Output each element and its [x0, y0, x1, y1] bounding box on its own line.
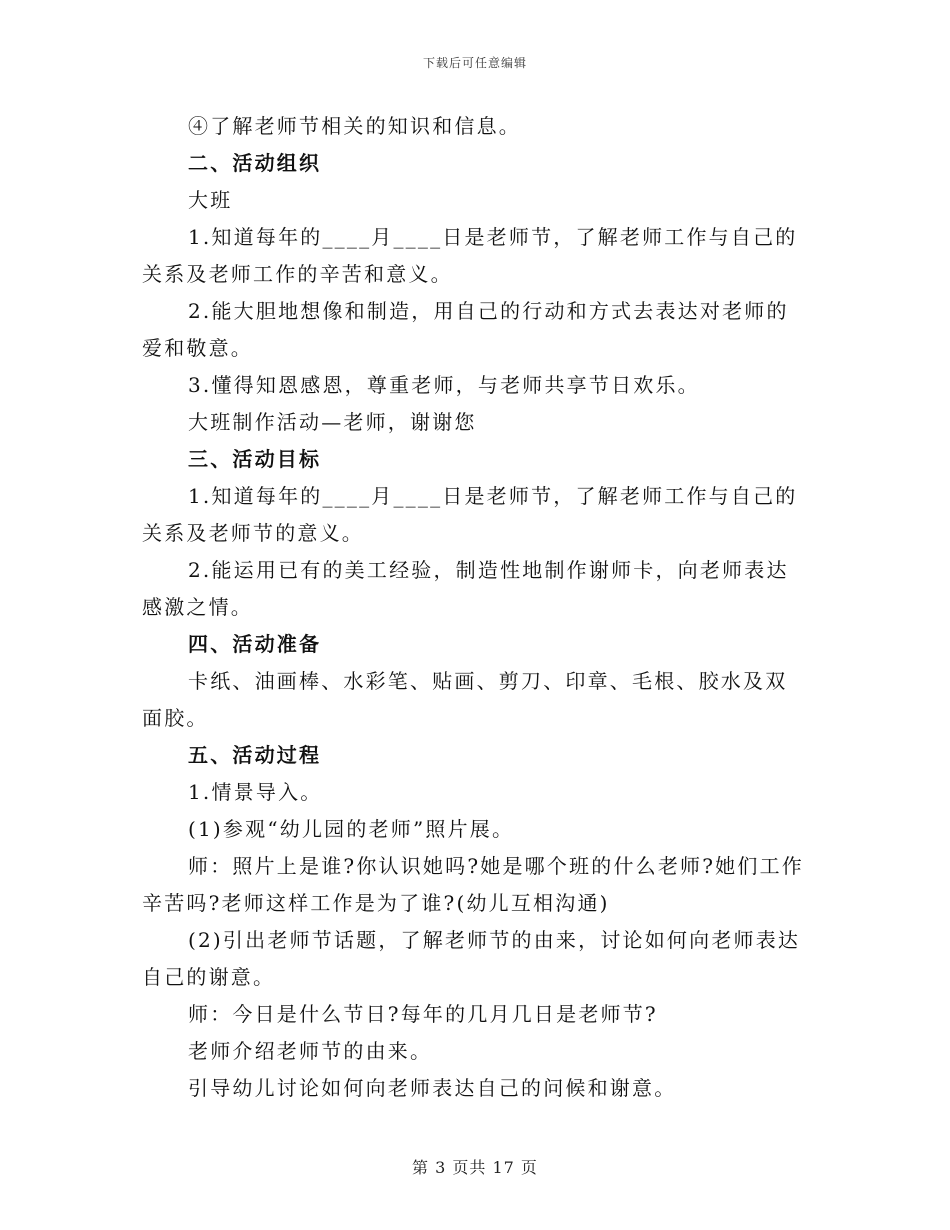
paragraph-teacher-intro: 老师介绍老师节的由来。	[188, 1039, 433, 1063]
document-body	[142, 108, 808, 1107]
paragraph-materials: 卡纸、油画棒、水彩笔、贴画、剪刀、印章、毛根、胶水及双面胶。	[142, 669, 788, 730]
paragraph-guide-discussion: 引导幼儿讨论如何向老师表达自己的问候和谢意。	[188, 1076, 677, 1100]
section-heading-organization: 二、活动组织	[188, 151, 322, 175]
paragraph-teacher-questions-2: 师：今日是什么节日?每年的几月几日是老师节?	[188, 1002, 658, 1026]
page-header: 下载后可任意编辑	[422, 56, 527, 70]
section-heading-preparation: 四、活动准备	[188, 632, 322, 656]
paragraph-step-1-2: (2)引出老师节话题，了解老师节的由来，讨论如何向老师表达自己的谢意。	[142, 928, 801, 989]
paragraph-goal-1: 1.知道每年的____月____日是老师节，了解老师工作与自己的关系及老师工作的辛苦和意义。	[142, 225, 798, 286]
paragraph-objective-1: 1.知道每年的____月____日是老师节，了解老师工作与自己的关系及老师节的意义。	[142, 484, 798, 545]
page-footer: 第 3 页共 17 页	[412, 1158, 538, 1177]
paragraph-class-label: 大班	[188, 188, 233, 212]
paragraph-step-1: 1.情景导入。	[188, 780, 323, 804]
paragraph-goal-3: 3.懂得知恩感恩，尊重老师，与老师共享节日欢乐。	[188, 373, 700, 397]
paragraph-objective-4: ④了解老师节相关的知识和信息。	[188, 114, 521, 138]
paragraph-teacher-questions-1: 师：照片上是谁?你认识她吗?她是哪个班的什么老师?她们工作辛苦吗?老师这样工作是为了谁?(幼儿互相沟通)	[142, 854, 804, 915]
paragraph-step-1-1: (1)参观“幼儿园的老师”照片展。	[188, 817, 515, 841]
section-heading-objectives: 三、活动目标	[188, 447, 322, 471]
paragraph-activity-title: 大班制作活动—老师，谢谢您	[188, 410, 477, 434]
paragraph-objective-2: 2.能运用已有的美工经验，制造性地制作谢师卡，向老师表达感激之情。	[142, 558, 789, 619]
paragraph-goal-2: 2.能大胆地想像和制造，用自己的行动和方式去表达对老师的爱和敬意。	[142, 299, 789, 360]
section-heading-process: 五、活动过程	[188, 743, 322, 767]
